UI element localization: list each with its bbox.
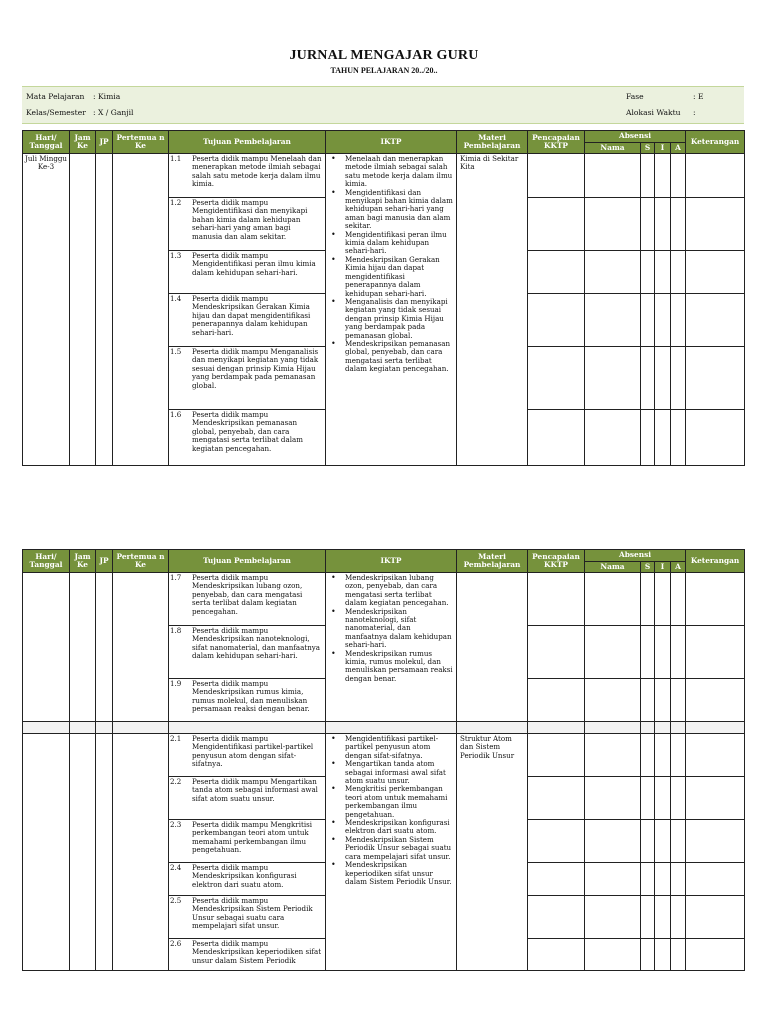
notes-cell[interactable]	[686, 820, 745, 863]
permit-cell[interactable]	[655, 863, 671, 896]
notes-cell[interactable]	[686, 347, 745, 410]
class-semester-label: Kelas/Semester	[26, 108, 86, 117]
sick-cell[interactable]	[641, 294, 655, 347]
meeting-cell[interactable]	[113, 573, 169, 722]
kktp-cell[interactable]	[528, 734, 585, 777]
list-item: • Mendeskripsikan nanoteknologi, sifat nanomaterial, dan manfaatnya dalam kehidupan sehari-hari.	[328, 608, 454, 650]
absent-cell[interactable]	[671, 154, 686, 198]
header-name: Nama	[585, 143, 641, 154]
objective-cell: 1.4 Peserta didik mampu Mendeskripsikan Gerakan Kimia hijau dan dapat mengidentifikasi penerapannya dalam kehidupan sehari-hari.	[169, 294, 326, 347]
name-cell[interactable]	[585, 410, 641, 466]
table-row	[23, 573, 745, 626]
notes-cell[interactable]	[686, 734, 745, 777]
notes-cell[interactable]	[686, 573, 745, 626]
name-cell[interactable]	[585, 347, 641, 410]
document-subtitle: TAHUN PELAJARAN 20../20..	[330, 66, 438, 75]
list-item: • Mendeskripsikan Gerakan Kimia hijau dan dapat mengidentifikasi penerapannya dalam kehidupan sehari-hari.	[328, 256, 454, 298]
header-name: Nama	[585, 562, 641, 573]
list-item: • Menganalisis dan menyikapi kegiatan yang tidak sesuai dengan prinsip Kimia Hijau yang berdampak pada pemanasan global.	[328, 298, 454, 340]
hour-cell[interactable]	[70, 154, 96, 466]
document-title: JURNAL MENGAJAR GURU	[289, 48, 479, 63]
absent-cell[interactable]	[671, 410, 686, 466]
header-jp: JP	[96, 131, 113, 154]
objective-cell: 1.6 Peserta didik mampu Mendeskripsikan pemanasan global, penyebab, dan cara mengatasi serta terlibat dalam kegiatan pencegahan.	[169, 410, 326, 466]
permit-cell[interactable]	[655, 294, 671, 347]
meeting-cell[interactable]	[113, 154, 169, 466]
header-absent: A	[671, 143, 686, 154]
header-learning-objectives: Tujuan Pembelajaran	[169, 550, 326, 573]
header-absent: A	[671, 562, 686, 573]
meeting-cell[interactable]	[113, 734, 169, 971]
list-item: • Mendeskripsikan pemanasan global, penyebab, dan cara mengatasi serta terlibat dalam kegiatan pencegahan.	[328, 340, 454, 374]
list-item: • Mendeskripsikan keperiodiken sifat unsur dalam Sistem Periodik Unsur.	[328, 861, 454, 886]
absent-cell[interactable]	[671, 198, 686, 251]
notes-cell[interactable]	[686, 198, 745, 251]
header-sick: S	[641, 143, 655, 154]
objective-cell: 2.3 Peserta didik mampu Mengkritisi perkembangan teori atom untuk memahami perkembangan ilmu pengetahuan.	[169, 820, 326, 863]
objective-cell: 1.7 Peserta didik mampu Mendeskripsikan lubang ozon, penyebab, dan cara mengatasi serta terlibat dalam kegiatan pencegahan.	[169, 573, 326, 626]
absent-cell[interactable]	[671, 777, 686, 820]
absent-cell[interactable]	[671, 896, 686, 939]
header-permit: I	[655, 143, 671, 154]
permit-cell[interactable]	[655, 198, 671, 251]
header-kktp: Pencapaian KKTP	[528, 131, 585, 154]
absent-cell[interactable]	[671, 347, 686, 410]
notes-cell[interactable]	[686, 154, 745, 198]
kktp-cell[interactable]	[528, 198, 585, 251]
sick-cell[interactable]	[641, 734, 655, 777]
header-iktp: IKTP	[326, 131, 457, 154]
sick-cell[interactable]	[641, 679, 655, 722]
permit-cell[interactable]	[655, 777, 671, 820]
name-cell[interactable]	[585, 294, 641, 347]
material-cell: Kimia di Sekitar Kita	[457, 154, 528, 466]
notes-cell[interactable]	[686, 939, 745, 971]
material-cell[interactable]	[457, 573, 528, 722]
notes-cell[interactable]	[686, 863, 745, 896]
kktp-cell[interactable]	[528, 251, 585, 294]
sick-cell[interactable]	[641, 626, 655, 679]
absent-cell[interactable]	[671, 939, 686, 971]
objective-cell: 1.2 Peserta didik mampu Mengidentifikasi dan menyikapi bahan kimia dalam kehidupan sehari-hari yang aman bagi manusia dan alam sekitar.	[169, 198, 326, 251]
name-cell[interactable]	[585, 734, 641, 777]
kktp-cell[interactable]	[528, 863, 585, 896]
kktp-cell[interactable]	[528, 347, 585, 410]
header-notes: Keterangan	[686, 550, 745, 573]
header-meeting: Pertemua n Ke	[113, 550, 169, 573]
permit-cell[interactable]	[655, 626, 671, 679]
list-item: • Mendeskripsikan Sistem Periodik Unsur sebagai suatu cara mempelajari sifat unsur.	[328, 836, 454, 861]
list-item: • Mendeskripsikan konfigurasi elektron dari suatu atom.	[328, 819, 454, 836]
name-cell[interactable]	[585, 777, 641, 820]
objective-cell: 1.3 Peserta didik mampu Mengidentifikasi peran ilmu kimia dalam kehidupan sehari-hari.	[169, 251, 326, 294]
date-cell[interactable]	[23, 573, 70, 722]
absent-cell[interactable]	[671, 626, 686, 679]
kktp-cell[interactable]	[528, 939, 585, 971]
phase-label: Fase	[626, 92, 644, 101]
table-row	[23, 154, 745, 198]
notes-cell[interactable]	[686, 626, 745, 679]
jp-cell[interactable]	[96, 734, 113, 971]
permit-cell[interactable]	[655, 154, 671, 198]
subject-value: : Kimia	[93, 92, 121, 101]
permit-cell[interactable]	[655, 734, 671, 777]
subject-label: Mata Pelajaran	[26, 92, 85, 101]
jp-cell[interactable]	[96, 573, 113, 722]
header-kktp: Pencapaian KKTP	[528, 550, 585, 573]
notes-cell[interactable]	[686, 679, 745, 722]
time-allocation-label: Alokasi Waktu	[626, 108, 681, 117]
absent-cell[interactable]	[671, 734, 686, 777]
absent-cell[interactable]	[671, 820, 686, 863]
kktp-cell[interactable]	[528, 154, 585, 198]
journal-table-1	[22, 130, 745, 466]
notes-cell[interactable]	[686, 410, 745, 466]
list-item: • Mendeskripsikan lubang ozon, penyebab, dan cara mengatasi serta terlibat dalam kegiatan pencegahan.	[328, 574, 454, 608]
sick-cell[interactable]	[641, 820, 655, 863]
sick-cell[interactable]	[641, 251, 655, 294]
list-item: • Mengidentifikasi peran ilmu kimia dalam kehidupan sehari-hari.	[328, 231, 454, 256]
header-attendance: Absensi	[585, 131, 686, 143]
kktp-cell[interactable]	[528, 820, 585, 863]
sick-cell[interactable]	[641, 154, 655, 198]
kktp-cell[interactable]	[528, 573, 585, 626]
permit-cell[interactable]	[655, 679, 671, 722]
header-material: Materi Pembelajaran	[457, 550, 528, 573]
journal-table-2	[22, 549, 745, 971]
name-cell[interactable]	[585, 626, 641, 679]
permit-cell[interactable]	[655, 820, 671, 863]
objective-cell: 2.2 Peserta didik mampu Mengartikan tanda atom sebagai informasi awal sifat atom suatu unsur.	[169, 777, 326, 820]
name-cell[interactable]	[585, 896, 641, 939]
notes-cell[interactable]	[686, 294, 745, 347]
kktp-cell[interactable]	[528, 896, 585, 939]
name-cell[interactable]	[585, 939, 641, 971]
header-hour: Jam Ke	[70, 550, 96, 573]
header-jp: JP	[96, 550, 113, 573]
kktp-cell[interactable]	[528, 294, 585, 347]
name-cell[interactable]	[585, 573, 641, 626]
list-item: • Menelaah dan menerapkan metode ilmiah sebagai salah satu metode kerja dalam ilmu kimia.	[328, 155, 454, 189]
header-date: Hari/ Tanggal	[23, 131, 70, 154]
notes-cell[interactable]	[686, 777, 745, 820]
hour-cell[interactable]	[70, 734, 96, 971]
name-cell[interactable]	[585, 251, 641, 294]
objective-cell: 2.1 Peserta didik mampu Mengidentifikasi partikel-partikel penyusun atom dengan sifat-sifatnya.	[169, 734, 326, 777]
name-cell[interactable]	[585, 198, 641, 251]
sick-cell[interactable]	[641, 939, 655, 971]
sick-cell[interactable]	[641, 347, 655, 410]
time-allocation-value: :	[693, 108, 696, 117]
name-cell[interactable]	[585, 154, 641, 198]
header-attendance: Absensi	[585, 550, 686, 562]
absent-cell[interactable]	[671, 573, 686, 626]
objective-cell: 1.1 Peserta didik mampu Menelaah dan menerapkan metode ilmiah sebagai salah satu metode kerja dalam ilmu kimia.	[169, 154, 326, 198]
list-item: • Mengidentifikasi partikel-partikel penyusun atom dengan sifat-sifatnya.	[328, 735, 454, 760]
absent-cell[interactable]	[671, 251, 686, 294]
separator-row	[23, 722, 745, 734]
notes-cell[interactable]	[686, 251, 745, 294]
header-iktp: IKTP	[326, 550, 457, 573]
objective-cell: 2.4 Peserta didik mampu Mendeskripsikan konfigurasi elektron dari suatu atom.	[169, 863, 326, 896]
objective-cell: 1.9 Peserta didik mampu Mendeskripsikan rumus kimia, rumus molekul, dan menuliskan persamaan reaksi dengan benar.	[169, 679, 326, 722]
sick-cell[interactable]	[641, 777, 655, 820]
header-notes: Keterangan	[686, 131, 745, 154]
kktp-cell[interactable]	[528, 679, 585, 722]
kktp-cell[interactable]	[528, 626, 585, 679]
sick-cell[interactable]	[641, 863, 655, 896]
sick-cell[interactable]	[641, 198, 655, 251]
objective-cell: 2.5 Peserta didik mampu Mendeskripsikan Sistem Periodik Unsur sebagai suatu cara mempelajari sifat unsur.	[169, 896, 326, 939]
phase-value: : E	[693, 92, 704, 101]
permit-cell[interactable]	[655, 410, 671, 466]
sick-cell[interactable]	[641, 573, 655, 626]
absent-cell[interactable]	[671, 294, 686, 347]
list-item: • Mengartikan tanda atom sebagai informasi awal sifat atom suatu unsur.	[328, 760, 454, 785]
iktp-cell	[326, 154, 457, 466]
hour-cell[interactable]	[70, 573, 96, 722]
table-row	[23, 734, 745, 777]
kktp-cell[interactable]	[528, 777, 585, 820]
class-semester-value: : X / Ganjil	[93, 108, 134, 117]
jp-cell[interactable]	[96, 154, 113, 466]
name-cell[interactable]	[585, 679, 641, 722]
header-meeting: Pertemua n Ke	[113, 131, 169, 154]
objective-cell: 2.6 Peserta didik mampu Mendeskripsikan keperiodiken sifat unsur dalam Sistem Periodik	[169, 939, 326, 971]
permit-cell[interactable]	[655, 939, 671, 971]
sick-cell[interactable]	[641, 410, 655, 466]
list-item: • Mengkritisi perkembangan teori atom untuk memahami perkembangan ilmu pengetahuan.	[328, 785, 454, 819]
permit-cell[interactable]	[655, 347, 671, 410]
permit-cell[interactable]	[655, 896, 671, 939]
list-item: • Mengidentifikasi dan menyikapi bahan kimia dalam kehidupan sehari-hari yang aman bagi manusia dan alam sekitar.	[328, 189, 454, 231]
header-learning-objectives: Tujuan Pembelajaran	[169, 131, 326, 154]
date-cell[interactable]	[23, 734, 70, 971]
objective-cell: 1.8 Peserta didik mampu Mendeskripsikan nanoteknologi, sifat nanomaterial, dan manfaatnya dalam kehidupan sehari-hari.	[169, 626, 326, 679]
header-permit: I	[655, 562, 671, 573]
sick-cell[interactable]	[641, 896, 655, 939]
date-cell: Juli Minggu Ke-3	[23, 154, 70, 466]
objective-cell: 1.5 Peserta didik mampu Menganalisis dan menyikapi kegiatan yang tidak sesuai dengan prinsip Kimia Hijau yang berdampak pada pemanasan global.	[169, 347, 326, 410]
header-material: Materi Pembelajaran	[457, 131, 528, 154]
absent-cell[interactable]	[671, 679, 686, 722]
header-date: Hari/ Tanggal	[23, 550, 70, 573]
name-cell[interactable]	[585, 820, 641, 863]
iktp-cell	[326, 734, 457, 971]
absent-cell[interactable]	[671, 863, 686, 896]
notes-cell[interactable]	[686, 896, 745, 939]
header-hour: Jam Ke	[70, 131, 96, 154]
permit-cell[interactable]	[655, 573, 671, 626]
info-box	[22, 86, 744, 124]
list-item: • Mendeskripsikan rumus kimia, rumus molekul, dan menuliskan persamaan reaksi dengan benar.	[328, 650, 454, 684]
permit-cell[interactable]	[655, 251, 671, 294]
kktp-cell[interactable]	[528, 410, 585, 466]
iktp-cell	[326, 573, 457, 722]
material-cell: Struktur Atom dan Sistem Periodik Unsur	[457, 734, 528, 971]
name-cell[interactable]	[585, 863, 641, 896]
header-sick: S	[641, 562, 655, 573]
